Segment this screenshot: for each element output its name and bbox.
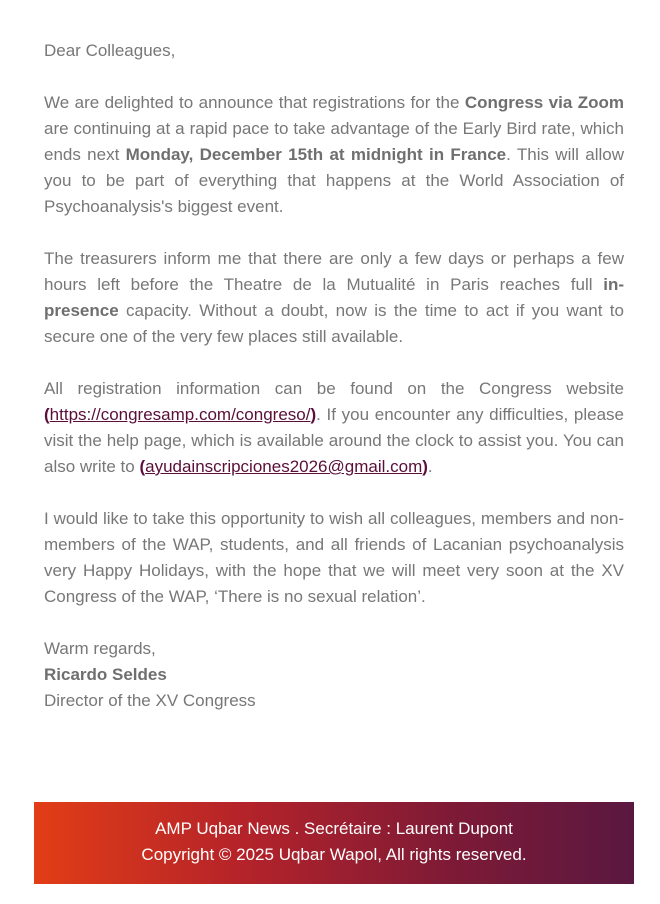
footer-banner (34, 802, 634, 884)
signoff (44, 636, 624, 714)
paragraph-early-bird (44, 90, 624, 220)
footer-line-1: AMP Uqbar News . Secrétaire : Laurent Dupont (155, 819, 513, 838)
p3-text-2: . If you encounter any difficulties, please visit the help page, which is available around the clock to assist you. You can also write to (44, 405, 624, 476)
congress-website-link[interactable]: https://congresamp.com/congreso/ (49, 405, 311, 424)
in-presence-emphasis: in-presence (44, 275, 624, 320)
deadline-emphasis: Monday, December 15th at midnight in France (125, 145, 507, 164)
p3-text-3: . (427, 457, 433, 476)
congress-via-zoom-emphasis: Congress via Zoom (464, 93, 624, 112)
p1-text-2: are continuing at a rapid pace to take advantage of the Early Bird rate, which ends next (44, 119, 624, 164)
p2-text-2: capacity. Without a doubt, now is the time to act if you want to secure one of the very few places still available. (44, 301, 624, 346)
help-email-link[interactable]: ayudainscripciones2026@gmail.com (145, 457, 423, 476)
paragraph-registration-info: All registration information can be found on the Congress website (https://congresamp.com/congreso/). If you encounter any difficulties, please visit the help page, which is available around the clock to assist you. You can also write to (ayudainscripciones2026@gmail.com). (44, 379, 624, 476)
signature-title: Director of the XV Congress (44, 691, 256, 710)
p3-text-1: All registration information can be found on the Congress website (44, 379, 624, 398)
p2-text-1: The treasurers inform me that there are only a few days or perhaps a few hours left before the Theatre de la Mutualité in Paris reaches full (44, 249, 624, 294)
closing: Warm regards, (44, 639, 156, 658)
paragraph-capacity (44, 246, 624, 350)
footer-copyright: Copyright © 2025 Uqbar Wapol, All rights reserved. (141, 845, 527, 864)
signature-name: Ricardo Seldes (44, 665, 167, 684)
greeting: Dear Colleagues, (44, 41, 176, 60)
p1-text-3: . This will allow you to be part of everything that happens at the World Association of Psychoanalysis's biggest event. (44, 145, 624, 216)
letter-body (44, 38, 624, 714)
p1-text-1: We are delighted to announce that registrations for the (44, 93, 465, 112)
paragraph-holidays: I would like to take this opportunity to wish all colleagues, members and non-members of the WAP, students, and all friends of Lacanian psychoanalysis very Happy Holidays, with the hope that we will meet very soon at the XV Congress of the WAP, ‘There is no sexual relation’. (44, 509, 624, 606)
